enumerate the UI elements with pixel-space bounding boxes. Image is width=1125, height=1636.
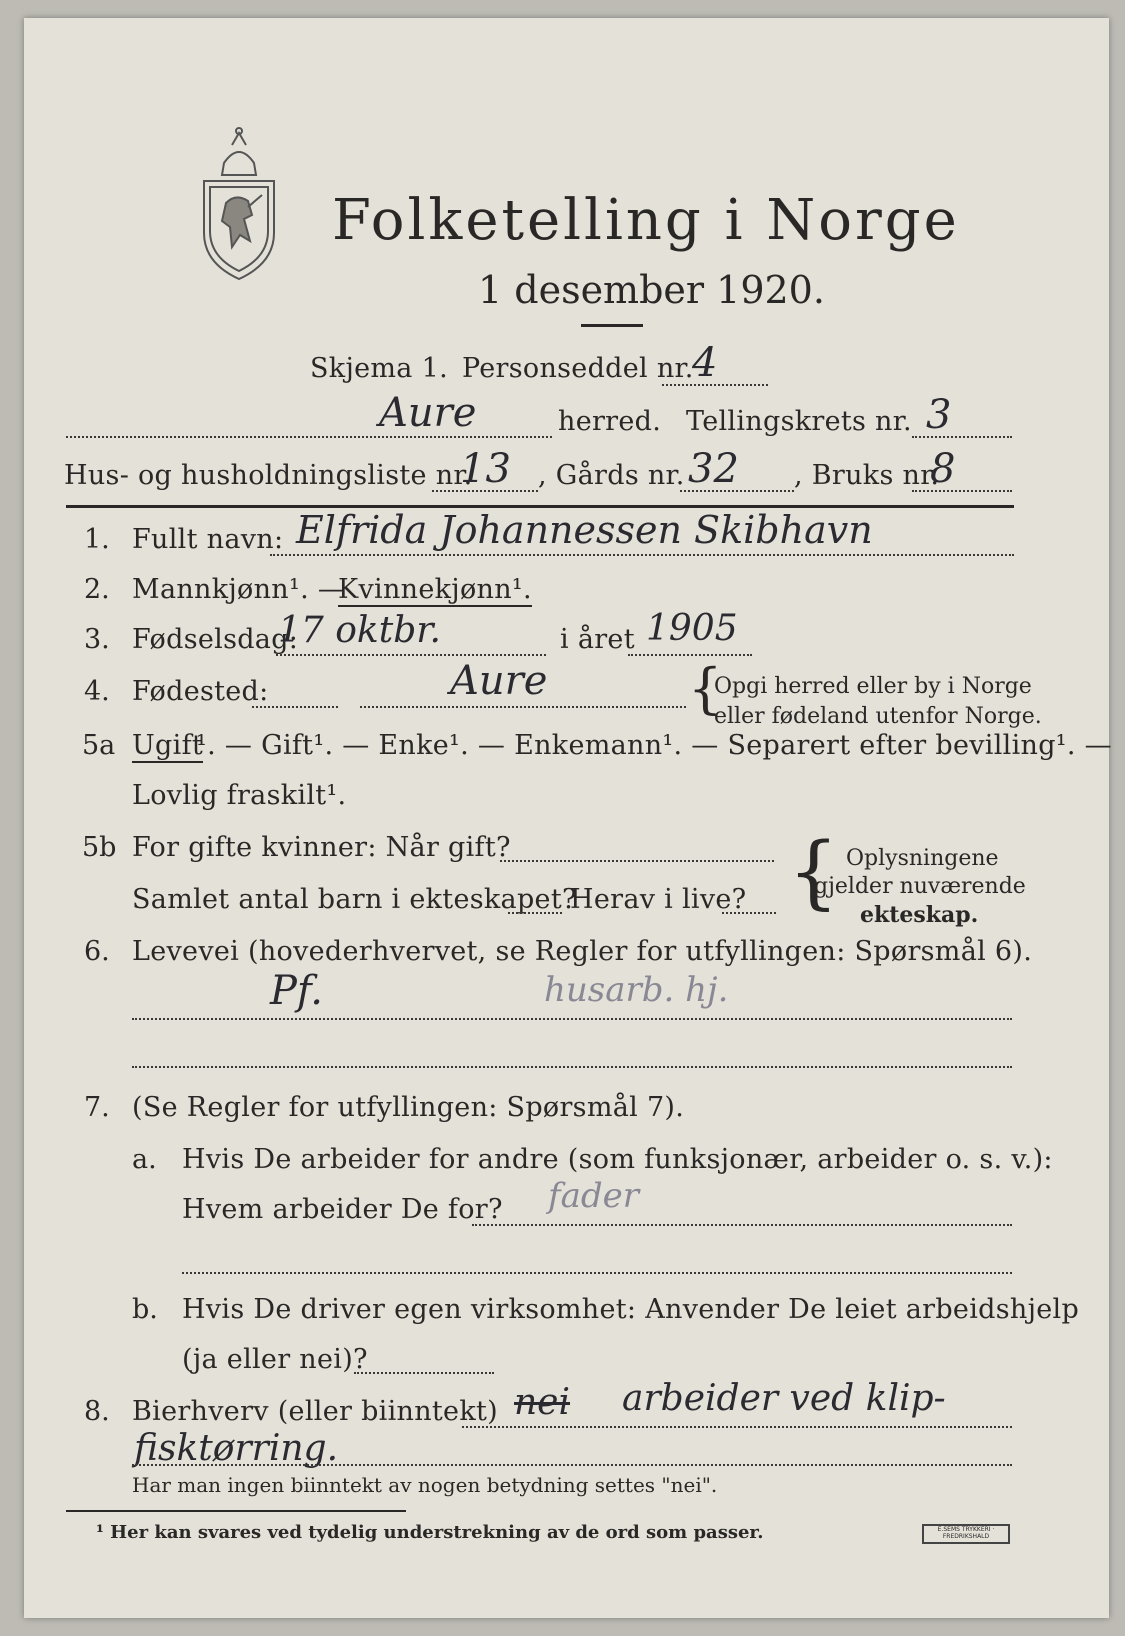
q1-full-name-value[interactable]: Elfrida Johannessen Skibhavn [296, 508, 873, 552]
printer-stamp: E.SEMS TRYKKERI · FREDRIKSHALD [922, 1524, 1010, 1544]
q5b-note-line1: Oplysningene [846, 846, 999, 871]
title-divider [581, 324, 643, 327]
q3-field-line [276, 654, 546, 656]
q8-label: Bierhverv (eller biinntekt) [132, 1396, 498, 1427]
q5b-married-field-line [500, 860, 774, 862]
q3-year-field-line [628, 654, 752, 656]
personseddel-value[interactable]: 4 [692, 340, 718, 386]
footnote: ¹ Her kan svares ved tydelig understrekning av de ord som passer. [96, 1522, 764, 1543]
q5b-note-line3: ekteskap. [860, 902, 979, 928]
q3-year-value[interactable]: 1905 [646, 608, 738, 649]
q4-brace: { [688, 657, 723, 720]
q7a-field-line-1 [472, 1224, 1012, 1226]
q7b-line1: Hvis De driver egen virksomhet: Anvender De leiet arbeidshjelp [182, 1294, 1080, 1325]
q2-female-option[interactable]: Kvinnekjønn¹. [338, 574, 532, 605]
herred-value[interactable]: Aure [379, 390, 477, 436]
bruks-value[interactable]: 8 [930, 446, 956, 492]
norway-coat-of-arms-icon [196, 123, 282, 283]
q5a-number: 5a [82, 730, 116, 761]
q7-number: 7. [84, 1092, 110, 1123]
q4-note-line1: Opgi herred eller by i Norge [714, 674, 1032, 699]
q5a-lovlig-fraskilt-option[interactable]: Lovlig fraskilt¹. [132, 780, 347, 811]
q5b-brace: { [788, 825, 839, 918]
herred-field-line [66, 436, 552, 438]
q5a-ugift-option[interactable]: Ugift [132, 730, 204, 761]
q4-note-line2: eller fødeland utenfor Norge. [714, 704, 1042, 729]
q8-struck-value: nei [514, 1382, 571, 1423]
tellingskrets-label: Tellingskrets nr. [686, 406, 912, 437]
q1-number: 1. [84, 524, 110, 555]
q8-field-line-2 [132, 1464, 1012, 1466]
bruks-field-line [912, 490, 1012, 492]
q5b-line2b: Herav i live? [570, 884, 747, 915]
q5b-alive-field-line [722, 912, 776, 914]
q3-label: Fødselsdag: [132, 624, 299, 655]
bruks-label: , Bruks nr. [794, 460, 940, 491]
hus-value[interactable]: 13 [460, 446, 511, 492]
q5b-line1: For gifte kvinner: Når gift? [132, 832, 511, 863]
q1-label: Fullt navn: [132, 524, 284, 555]
q8-field-line-1 [462, 1426, 1012, 1428]
form-date: 1 desember 1920. [478, 268, 825, 312]
q6-number: 6. [84, 936, 110, 967]
q4-number: 4. [84, 676, 110, 707]
q8-note: Har man ingen biinntekt av nogen betydning settes "nei". [132, 1473, 718, 1497]
personseddel-label: Personseddel nr. [462, 353, 694, 384]
q4-field-line-a [252, 706, 338, 708]
q8-number: 8. [84, 1396, 110, 1427]
q5b-line2a: Samlet antal barn i ekteskapet? [132, 884, 577, 915]
q8-side-income-value-1[interactable]: arbeider ved klip- [622, 1378, 946, 1419]
q4-label: Fødested: [132, 676, 269, 707]
q5a-other-options[interactable]: ¹. — Gift¹. — Enke¹. — Enkemann¹. — Separert efter bevilling¹. — [196, 730, 1112, 761]
q7-label: (Se Regler for utfyllingen: Spørsmål 7). [132, 1092, 685, 1123]
tellingskrets-value[interactable]: 3 [926, 392, 952, 438]
q7b-field-line [354, 1372, 494, 1374]
q8-side-income-value-2[interactable]: fisktørring. [134, 1428, 339, 1469]
q7a-letter: a. [132, 1144, 157, 1175]
q3-number: 3. [84, 624, 110, 655]
q7a-line1: Hvis De arbeider for andre (som funksjonær, arbeider o. s. v.): [182, 1144, 1053, 1175]
gards-label: , Gårds nr. [538, 460, 685, 491]
q7b-letter: b. [132, 1294, 158, 1325]
census-form-sheet [24, 18, 1112, 1618]
q2-number: 2. [84, 574, 110, 605]
gards-value[interactable]: 32 [688, 446, 739, 492]
footnote-divider [66, 1510, 406, 1512]
q6-field-line-1 [132, 1018, 1012, 1020]
q5b-number: 5b [82, 832, 117, 863]
q3-year-label: i året [560, 624, 635, 655]
q2-male-option[interactable]: Mannkjønn¹. — [132, 574, 346, 605]
q1-field-line [270, 554, 1014, 556]
q4-birthplace-value[interactable]: Aure [450, 658, 548, 704]
q6-field-line-2 [132, 1066, 1012, 1068]
herred-label: herred. [558, 406, 662, 437]
hus-label: Hus- og husholdningsliste nr. [64, 460, 473, 491]
q5b-children-field-line [508, 912, 562, 914]
q6-label: Levevei (hovederhvervet, se Regler for utfyllingen: Spørsmål 6). [132, 936, 1033, 967]
form-title: Folketelling i Norge [332, 188, 960, 253]
q7b-line2: (ja eller nei)? [182, 1344, 368, 1375]
q7a-employer-value[interactable]: fader [548, 1176, 639, 1216]
q6-occupation-value[interactable]: Pf. [270, 968, 324, 1014]
q4-field-line-b [360, 706, 686, 708]
skjema-label: Skjema 1. [310, 353, 448, 384]
q3-birthday-value[interactable]: 17 oktbr. [278, 610, 441, 651]
q7a-field-line-2 [182, 1272, 1012, 1274]
q5b-note-line2: gjelder nuværende [814, 874, 1026, 899]
q6-occupation-annotation: husarb. hj. [544, 970, 729, 1010]
q7a-line2: Hvem arbeider De for? [182, 1194, 503, 1225]
